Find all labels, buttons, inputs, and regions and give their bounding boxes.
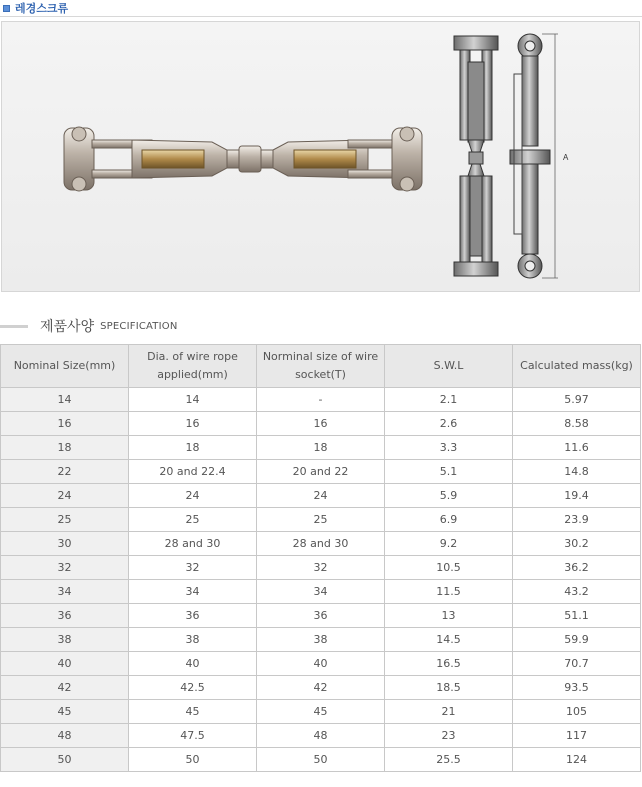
table-cell: 18 [257,436,385,460]
table-header-row [1,345,641,388]
table-cell: 11.5 [385,580,513,604]
header-swl: S.W.L [385,345,513,388]
table-cell: 14.8 [513,460,641,484]
table-cell: 42 [1,676,129,700]
table-row [1,652,641,676]
table-cell: 10.5 [385,556,513,580]
table-cell: 16 [257,412,385,436]
table-cell: 6.9 [385,508,513,532]
front-view-drawing [454,36,498,276]
table-cell: 16 [129,412,257,436]
table-cell: 24 [1,484,129,508]
table-cell: 50 [129,748,257,772]
table-cell: 32 [257,556,385,580]
table-cell: 34 [129,580,257,604]
table-cell: 3.3 [385,436,513,460]
table-cell: 45 [1,700,129,724]
turnbuckle-illustration [2,22,639,291]
table-cell: 22 [1,460,129,484]
table-row [1,460,641,484]
header-wire-socket-size: Norminal size of wire socket(T) [257,345,385,388]
table-cell: 8.58 [513,412,641,436]
table-row [1,676,641,700]
table-cell: 105 [513,700,641,724]
table-cell: 20 and 22 [257,460,385,484]
square-bullet-icon [3,5,10,12]
table-cell: 25.5 [385,748,513,772]
table-cell: 24 [129,484,257,508]
table-row [1,412,641,436]
table-cell: 38 [1,628,129,652]
dimension-label-a: A [563,153,569,162]
table-cell: 18 [1,436,129,460]
table-cell: 38 [257,628,385,652]
side-view-drawing [510,34,569,278]
table-cell: 21 [385,700,513,724]
table-cell: 70.7 [513,652,641,676]
table-cell: 16.5 [385,652,513,676]
table-cell: 13 [385,604,513,628]
table-cell: 36 [257,604,385,628]
table-cell: 45 [257,700,385,724]
table-row [1,388,641,412]
heading-bar [0,325,28,328]
table-cell: 47.5 [129,724,257,748]
spec-heading [0,315,178,337]
table-cell: 117 [513,724,641,748]
table-cell: 50 [257,748,385,772]
table-cell: 28 and 30 [257,532,385,556]
table-row [1,556,641,580]
table-cell: 124 [513,748,641,772]
table-cell: 25 [129,508,257,532]
table-cell: 48 [1,724,129,748]
table-cell: 32 [1,556,129,580]
table-cell: 14 [1,388,129,412]
table-cell: 24 [257,484,385,508]
table-row [1,508,641,532]
table-cell: 50 [1,748,129,772]
table-cell: 9.2 [385,532,513,556]
table-cell: 23.9 [513,508,641,532]
table-cell: 42.5 [129,676,257,700]
table-cell: 59.9 [513,628,641,652]
table-cell: 30.2 [513,532,641,556]
page-title: 레경스크류 [15,2,69,15]
table-cell: 14.5 [385,628,513,652]
table-cell: 93.5 [513,676,641,700]
table-cell: 36 [1,604,129,628]
table-row [1,532,641,556]
table-cell: 5.1 [385,460,513,484]
table-row [1,748,641,772]
header-mass: Calculated mass(kg) [513,345,641,388]
table-cell: 36 [129,604,257,628]
table-row [1,700,641,724]
table-cell: 2.6 [385,412,513,436]
table-row [1,484,641,508]
title-divider [0,16,642,17]
table-cell: 2.1 [385,388,513,412]
header-nominal-size: Nominal Size(mm) [1,345,129,388]
header-wire-rope-dia: Dia. of wire rope applied(mm) [129,345,257,388]
table-cell: 28 and 30 [129,532,257,556]
table-cell: 51.1 [513,604,641,628]
table-cell: 40 [257,652,385,676]
table-cell: 36.2 [513,556,641,580]
spec-title-en: SPECIFICATION [100,320,178,332]
specification-table [0,344,641,772]
table-cell: 19.4 [513,484,641,508]
table-cell: 11.6 [513,436,641,460]
table-cell: 38 [129,628,257,652]
table-cell: 18.5 [385,676,513,700]
table-cell: 43.2 [513,580,641,604]
table-cell: 40 [1,652,129,676]
spec-title-ko: 제품사양 [40,319,95,335]
table-row [1,724,641,748]
table-row [1,436,641,460]
table-cell: 23 [385,724,513,748]
page-title-bar [3,0,68,16]
table-cell: 40 [129,652,257,676]
table-cell: 34 [257,580,385,604]
table-cell: 34 [1,580,129,604]
table-cell: 30 [1,532,129,556]
table-cell: 42 [257,676,385,700]
table-cell: 20 and 22.4 [129,460,257,484]
table-cell: 5.9 [385,484,513,508]
table-cell: 5.97 [513,388,641,412]
table-row [1,628,641,652]
table-cell: 25 [257,508,385,532]
turnbuckle-photo [64,127,422,191]
table-cell: - [257,388,385,412]
table-cell: 32 [129,556,257,580]
table-cell: 48 [257,724,385,748]
product-image-panel [1,21,640,292]
table-cell: 25 [1,508,129,532]
table-cell: 16 [1,412,129,436]
table-row [1,580,641,604]
table-cell: 18 [129,436,257,460]
table-cell: 14 [129,388,257,412]
table-row [1,604,641,628]
table-cell: 45 [129,700,257,724]
